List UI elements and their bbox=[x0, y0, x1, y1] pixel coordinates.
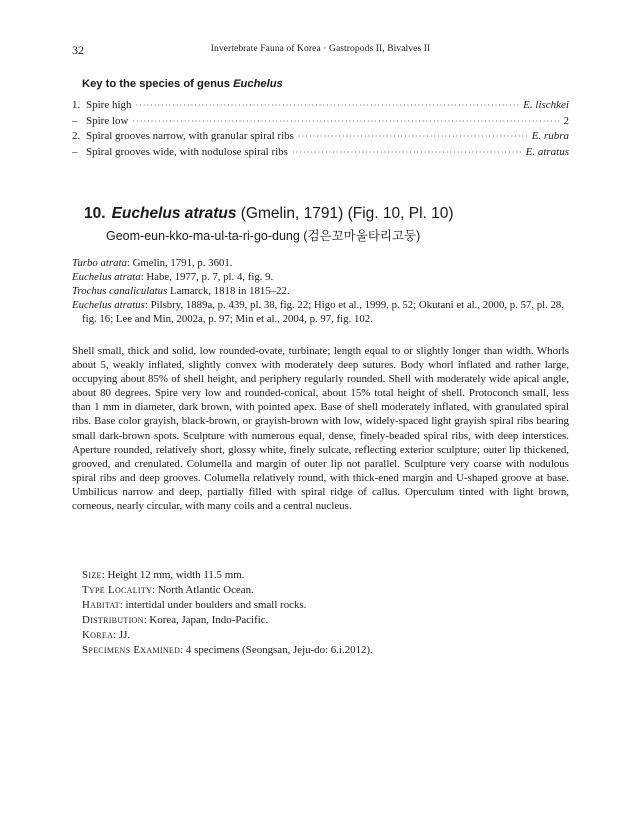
key-title bbox=[82, 78, 569, 90]
synonym-name: Euchelus atrata bbox=[72, 271, 141, 283]
key-row-number: – bbox=[72, 145, 78, 158]
fact-label: Size bbox=[82, 569, 102, 581]
key-row-result: 2 bbox=[563, 114, 569, 127]
leader-dots bbox=[136, 98, 520, 114]
synonym-name: Euchelus atratus bbox=[72, 299, 145, 311]
fact-label: Type Locality bbox=[82, 584, 153, 596]
fact-label: Specimens Examined bbox=[82, 644, 181, 656]
key-row-text: Spiral grooves wide, with nodulose spiral ribs bbox=[86, 145, 288, 158]
synonym-reference: : Gmelin, 1791, p. 3601. bbox=[126, 257, 233, 269]
key-row-number: – bbox=[72, 114, 78, 127]
key-row bbox=[72, 145, 569, 161]
key-row bbox=[72, 114, 569, 130]
synonym-reference: : Habe, 1977, p. 7, pl. 4, fig. 9. bbox=[140, 271, 274, 283]
key-row bbox=[72, 98, 569, 114]
fact-korea bbox=[82, 628, 569, 643]
key-title-genus: Euchelus bbox=[233, 78, 283, 90]
key-row-text: Spire high bbox=[86, 99, 132, 111]
synonym-reference: : Pilsbry, 1889a, p. 439, pl. 38, fig. 22; Higo et al., 1999, p. 52; Okutani et al., 2000, p. 57, pl. 28, fig. 16; Lee and Min, 2002a, p. 97; Min et al., 2004, p. 97, fig. 102. bbox=[82, 299, 565, 325]
key-title-prefix: Key to the species of genus bbox=[82, 78, 234, 90]
running-head: Invertebrate Fauna of Korea · Gastropods II, Bivalves II bbox=[210, 44, 431, 54]
synonym-entry bbox=[72, 284, 569, 298]
key-row-result: E. atratus bbox=[525, 145, 569, 158]
fact-value: : intertidal under boulders and small rocks. bbox=[119, 599, 307, 611]
fact-value: : Height 12 mm, width 11.5 mm. bbox=[101, 569, 245, 581]
synonym-entry bbox=[72, 298, 569, 326]
species-authority: (Gmelin, 1791) (Fig. 10, Pl. 10) bbox=[236, 205, 454, 222]
species-description: Shell small, thick and solid, low rounded-ovate, turbinate; length equal to or slightly longer than width. Whorls about 5, weakly inflated, slightly convex with moderately deep sutures. Body whorl inflated and rather large, occupying about 85% of shell height, and periphery regularly rounded. Shell with moderately wide apical angle, about 80 degrees. Spire very low and rounded-conical, about 15% total height of shell. Protoconch small, less than 1 mm in diameter, dark brown, with pointed apex. Base of shell moderately inflated, with granulated spiral ribs. Base color grayish, black-brown, or grayish-brown with low, widely-spaced light grayish spiral ribs bearing small dark-brown spots. Sculpture with numerous equal, dense, finely-beaded spiral ribs, with deep interstices. Aperture rounded, relatively short, glossy white, finely sulcate, reflecting exterior sculpture; outer lip thickened, grooved, and crenulated. Columella and margin of outer lip not parallel. Sculpture very coarse with nodulous spiral ribs and deep grooves. Columella relatively round, with thick-ened margin and U-shaped groove at base. Umbilicus narrow and deep, partially filled with spiral ridge of callus. Operculum tinted with light brown, corneous, nearly circular, with many coils and a central nucleus. bbox=[72, 345, 569, 513]
species-facts bbox=[82, 568, 569, 658]
species-key bbox=[72, 78, 569, 160]
key-row-result: E. lischkei bbox=[523, 99, 569, 111]
fact-value: : JJ. bbox=[113, 629, 131, 641]
fact-size bbox=[82, 568, 569, 583]
fact-distribution bbox=[82, 613, 569, 628]
synonym-entry bbox=[72, 270, 569, 284]
species-heading-block bbox=[84, 205, 569, 244]
leader-dots bbox=[298, 129, 528, 145]
fact-value: : 4 specimens (Seongsan, Jeju-do: 6.i.2012). bbox=[180, 644, 373, 656]
key-row-result: E. rubra bbox=[531, 130, 569, 142]
species-scientific-name: Euchelus atratus bbox=[111, 205, 237, 222]
page-header bbox=[72, 43, 569, 59]
synonym-name: Trochus canaliculatus bbox=[72, 285, 168, 297]
fact-label: Habitat bbox=[82, 599, 120, 611]
fact-specimens-examined bbox=[82, 643, 569, 658]
leader-dots bbox=[292, 145, 522, 161]
fact-label: Distribution bbox=[82, 614, 144, 626]
synonym-entry bbox=[72, 256, 569, 270]
synonymy-list bbox=[72, 256, 569, 326]
leader-dots bbox=[132, 114, 559, 130]
fact-value: : North Atlantic Ocean. bbox=[152, 584, 254, 596]
species-heading bbox=[84, 205, 569, 223]
synonym-reference: Lamarck, 1818 in 1815–22. bbox=[167, 285, 290, 297]
fact-label: Korea bbox=[82, 629, 114, 641]
fact-value: : Korea, Japan, Indo-Pacific. bbox=[143, 614, 269, 626]
synonym-name: Turbo atrata bbox=[72, 257, 127, 269]
key-row bbox=[72, 129, 569, 145]
fact-habitat bbox=[82, 598, 569, 613]
species-number: 10. bbox=[84, 205, 106, 222]
key-row-number: 2. bbox=[72, 130, 81, 142]
key-row-text: Spiral grooves narrow, with granular spiral ribs bbox=[86, 130, 294, 142]
species-korean-name: Geom-eun-kko-ma-ul-ta-ri-go-dung (검은꼬마울타리고둥) bbox=[106, 229, 421, 243]
key-row-text: Spire low bbox=[86, 114, 129, 127]
page-number: 32 bbox=[72, 43, 84, 57]
fact-type-locality bbox=[82, 583, 569, 598]
key-row-number: 1. bbox=[72, 99, 81, 111]
